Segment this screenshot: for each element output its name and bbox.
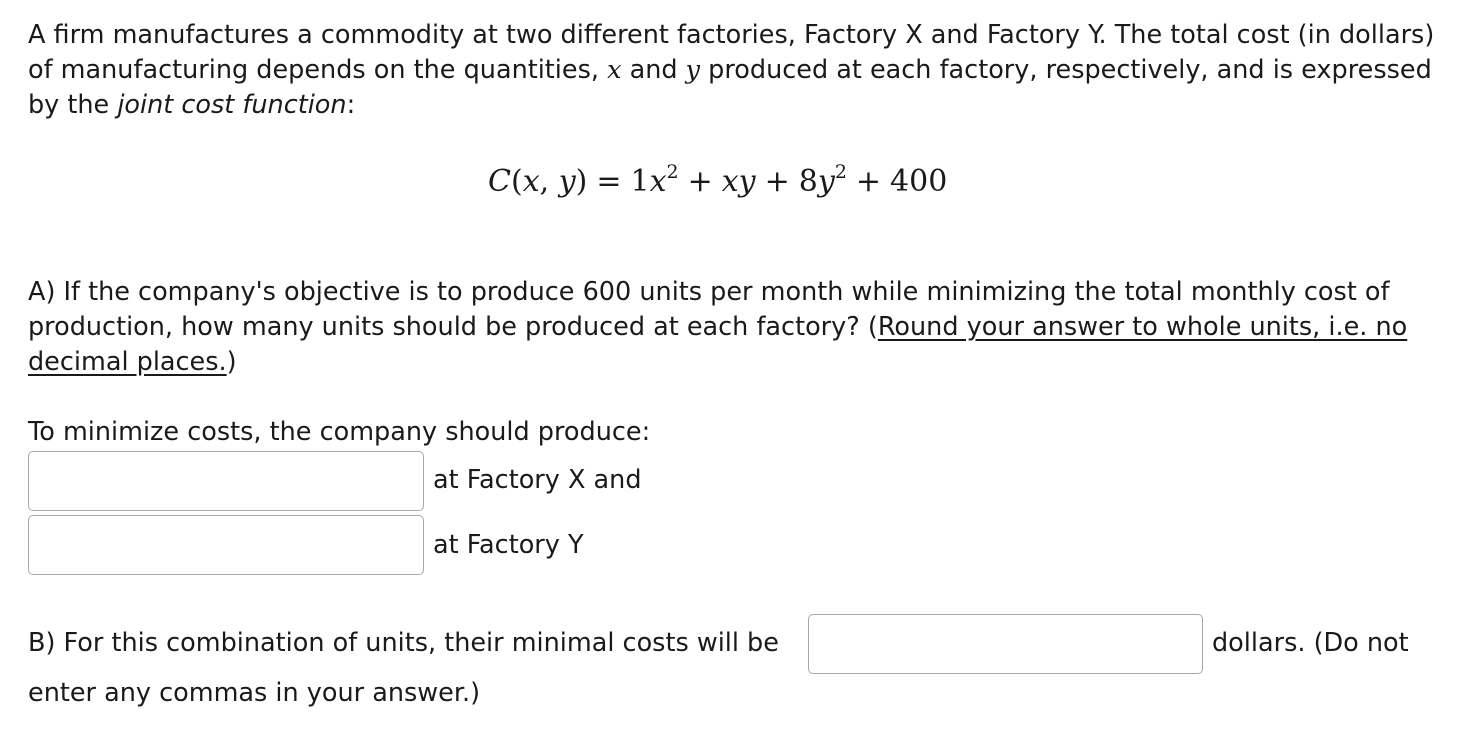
- factory-x-input[interactable]: [28, 451, 424, 511]
- problem-intro: [28, 18, 1448, 123]
- intro-text-4: :: [346, 90, 356, 120]
- minimize-prompt: To minimize costs, the company should produce:: [28, 417, 651, 447]
- factory-y-label: at Factory Y: [433, 530, 584, 560]
- factory-x-label: at Factory X and: [433, 465, 642, 495]
- joint-cost-term: joint cost function: [117, 90, 347, 120]
- part-a-question: [28, 275, 1448, 380]
- intro-text-2: and: [621, 55, 686, 85]
- intro-text-1: A firm manufactures a commodity at two different factories, Factory X and Factory Y. The total cost (in dollars) of manufacturing depends on the quantities,: [28, 20, 1435, 85]
- part-a-close: ): [226, 347, 237, 377]
- part-b-lead: B) For this combination of units, their minimal costs will be: [28, 628, 779, 658]
- variable-x: x: [607, 55, 622, 85]
- part-a-text: A) If the company's objective is to produce 600 units per month while minimizing the total monthly cost of production, how many units should be produced at each factory? (: [28, 277, 1390, 342]
- rounding-instruction: Round your answer to whole units, i.e. no decimal places.: [28, 312, 1408, 377]
- intro-text-3: produced at each factory, respectively, and is expressed by the: [28, 55, 1432, 120]
- minimal-cost-input[interactable]: [808, 614, 1203, 674]
- variable-y: y: [685, 55, 701, 85]
- cost-function-formula: C(x, $y) = 1x^2$ + xy + $8y^2 + 400$: [488, 161, 948, 199]
- factory-y-input[interactable]: [28, 515, 424, 575]
- part-b-trail: dollars. (Do not: [1212, 628, 1409, 658]
- part-b-line2: enter any commas in your answer.): [28, 678, 481, 708]
